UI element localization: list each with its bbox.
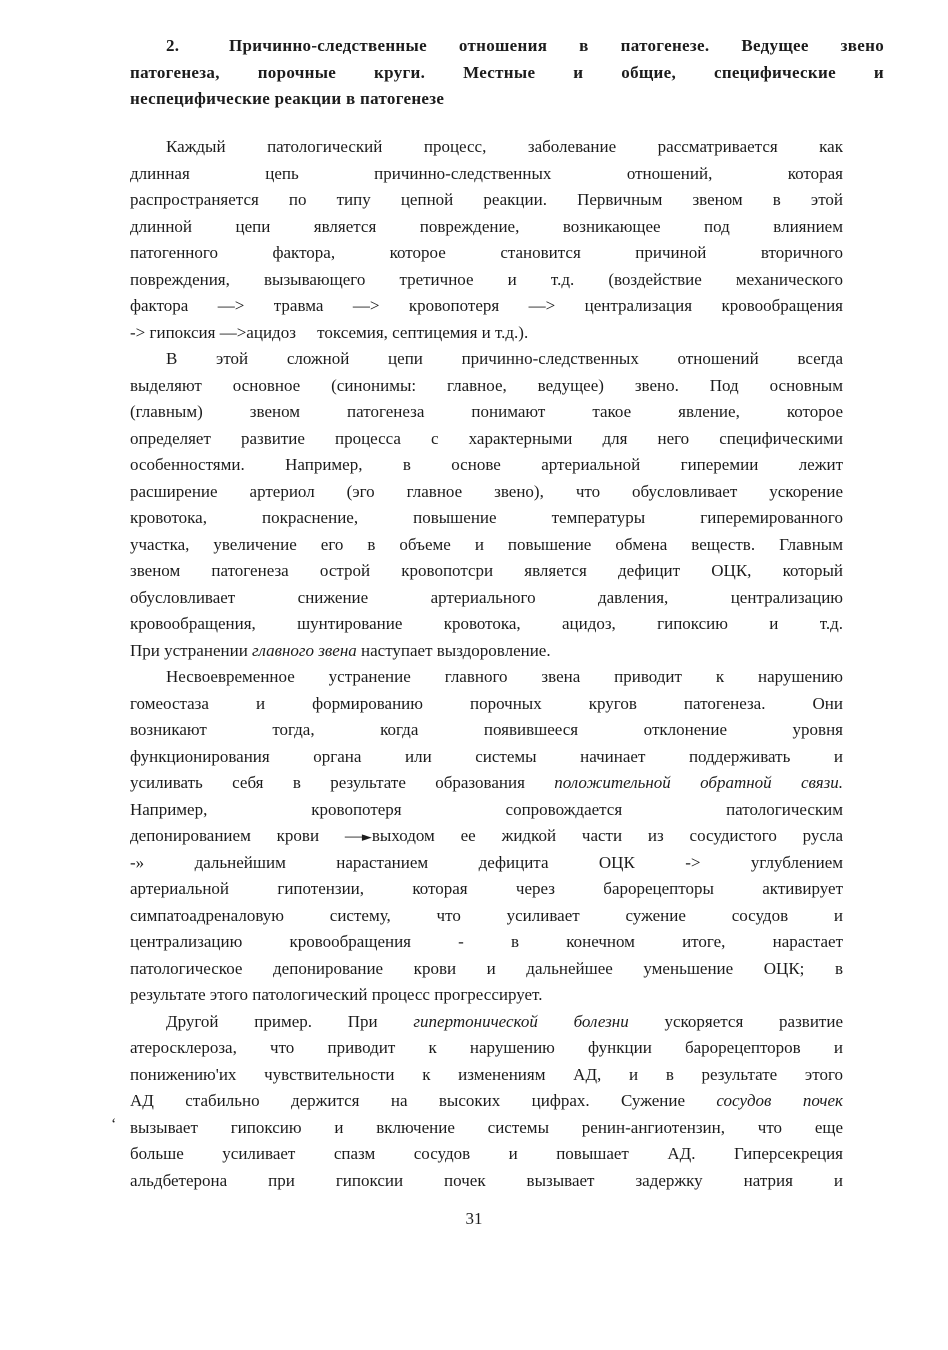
text-line: функционирования органа или системы начинает поддерживать и xyxy=(130,746,843,766)
section-number: 2. xyxy=(166,36,180,55)
italic-term: гипертонической болезни xyxy=(413,1011,629,1031)
text-line: Несвоевременное устранение главного звена приводит к нарушению xyxy=(166,667,843,686)
text-line: результате этого патологический процесс прогрессирует. xyxy=(130,985,543,1004)
text-line: симпатоадреналовую систему, что усиливает сужение сосудов и xyxy=(130,905,843,925)
text-line: расширение артериол (эго главное звено), что обусловливает ускорение xyxy=(130,481,843,501)
text-line: гомеостаза и формированию порочных кругов патогенеза. Они xyxy=(130,693,843,713)
text-line: обусловливает снижение артериального давления, централизацию xyxy=(130,587,843,607)
text-line: В этой сложной цепи причинно-следственных отношений всегда xyxy=(166,349,843,368)
italic-term: главного звена xyxy=(252,640,357,660)
arrow-icon: ► xyxy=(361,830,372,845)
text-run: наступает выздоровление. xyxy=(356,640,551,660)
text-run: При устранении xyxy=(130,640,253,660)
text-line: патогенного фактора, которое становится причиной вторичного xyxy=(130,243,843,262)
section-heading xyxy=(130,33,884,113)
paragraph-vicious-circle xyxy=(130,664,843,1009)
heading-line xyxy=(130,33,884,60)
text-line: атеросклероза, что приводит к нарушению функции барорецепторов и xyxy=(130,1038,843,1057)
text-line: участка, увеличение его в объеме и повышение обмена веществ. Главным xyxy=(130,534,843,554)
heading-text: Причинно-следственные отношения в патогенезе. Ведущее звено xyxy=(229,36,884,55)
paragraph-causal-chain xyxy=(130,134,843,346)
italic-term: положительной обратной связи. xyxy=(554,773,844,792)
body-text xyxy=(130,134,843,1194)
text-line xyxy=(130,1009,843,1036)
margin-mark: ‘ xyxy=(111,1116,117,1133)
text-line: повреждения, вызывающего третичное и т.д. (воздействие механического xyxy=(130,269,843,289)
text-line: кровотока, покраснение, повышение температуры гиперемированного xyxy=(130,508,843,527)
text-line: вызывает гипоксию и включение системы ренин-ангиотензин, что еще xyxy=(130,1117,843,1137)
text-run: ускоряется развитие xyxy=(628,1011,843,1031)
text-line: альдбетерона при гипоксии почек вызывает задержку натрия и xyxy=(130,1170,843,1190)
text-line: централизацию кровообращения - в конечном итоге, нарастает xyxy=(130,932,843,951)
text-line xyxy=(130,770,843,797)
heading-line: неспецифические реакции в патогенезе xyxy=(130,89,445,108)
text-line: Например, кровопотеря сопровождается патологическим xyxy=(130,799,843,819)
text-line: особенностями. Например, в основе артериальной гиперемии лежит xyxy=(130,455,843,474)
text-line: фактора —> травма —> кровопотеря —> централизация кровообращения xyxy=(130,296,843,315)
text-line xyxy=(130,823,843,850)
text-run: депонированием крови — xyxy=(130,826,362,845)
heading-line: патогенеза, порочные круги. Местные и общие, специфические и xyxy=(130,62,884,82)
text-line: понижению'их чувствительности к изменениям АД, и в результате этого xyxy=(130,1064,843,1084)
text-line: больше усиливает спазм сосудов и повышает АД. Гиперсекреция xyxy=(130,1144,843,1163)
text-line xyxy=(130,1088,843,1115)
text-line: звеном патогенеза острой кровопотсри является дефицит ОЦК, который xyxy=(130,561,843,580)
text-line: выделяют основное (синонимы: главное, ведущее) звено. Под основным xyxy=(130,375,843,395)
text-line: -> гипоксия —>ацидоз токсемия, септицемия и т.д.). xyxy=(130,322,529,342)
text-run: усиливать себя в результате образования xyxy=(130,773,555,792)
text-line: возникают тогда, когда появившееся отклонение уровня xyxy=(130,720,843,739)
text-line: Каждый патологический процесс, заболевание рассматривается как xyxy=(166,137,843,156)
page-number: 31 xyxy=(465,1209,483,1228)
text-line: длинная цепь причинно-следственных отношений, которая xyxy=(130,163,843,183)
text-line: (главным) звеном патогенеза понимают такое явление, которое xyxy=(130,402,843,421)
paragraph-hypertension-example xyxy=(130,1009,843,1195)
text-run: Другой пример. При xyxy=(166,1011,414,1031)
text-line: -» дальнейшим нарастанием дефицита ОЦК -> углублением xyxy=(130,852,843,872)
text-line: кровообращения, шунтирование кровотока, ацидоз, гипоксию и т.д. xyxy=(130,614,843,633)
text-line: длинной цепи является повреждение, возникающее под влиянием xyxy=(130,216,843,236)
text-line: определяет развитие процесса с характерными для него специфическими xyxy=(130,428,843,448)
text-line: артериальной гипотензии, которая через барорецепторы активирует xyxy=(130,879,843,898)
text-run: выходом ее жидкой части из сосудистого русла xyxy=(371,826,844,845)
paragraph-main-link xyxy=(130,346,843,664)
text-line xyxy=(130,638,843,665)
text-line: патологическое депонирование крови и дальнейшее уменьшение ОЦК; в xyxy=(130,958,843,978)
text-line: распространяется по типу цепной реакции. Первичным звеном в этой xyxy=(130,190,843,209)
text-run: АД стабильно держится на высоких цифрах. Сужение xyxy=(130,1091,717,1110)
italic-term: сосудов почек xyxy=(716,1091,843,1110)
